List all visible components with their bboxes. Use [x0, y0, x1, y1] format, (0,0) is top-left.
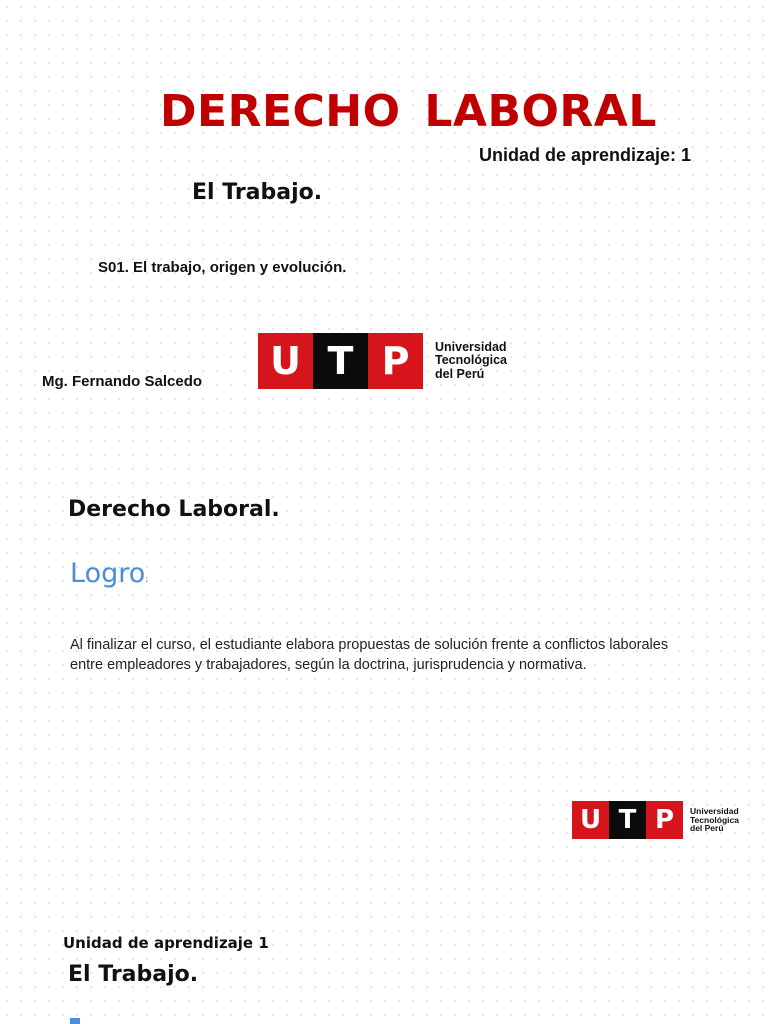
- topic-title: El Trabajo.: [192, 180, 323, 205]
- logro-colon: :: [145, 575, 149, 585]
- logo-line-1: Universidad: [435, 340, 507, 355]
- unit-label-2: Unidad de aprendizaje 1: [63, 934, 269, 952]
- logro-heading: [70, 558, 148, 589]
- logo-university-name: [435, 341, 507, 380]
- logo-line-3: del Perú: [690, 823, 724, 834]
- unit-label: Unidad de aprendizaje: 1: [479, 145, 692, 165]
- cutoff-text-fragment: [70, 1018, 80, 1024]
- logro-paragraph: Al finalizar el curso, el estudiante elabora propuestas de solución frente a conflictos laborales entre empleadores y trabajadores, según la doctrina, jurisprudencia y normativa.: [70, 637, 669, 673]
- logo-letter-t: T: [313, 333, 368, 389]
- logo-line-1: Universidad: [690, 805, 739, 816]
- utp-logo-small: [572, 801, 739, 839]
- utp-logo: [258, 333, 507, 389]
- logo-letter-t: T: [609, 801, 646, 839]
- topic-title-2: El Trabajo.: [68, 962, 199, 987]
- logo-line-2: Tecnológica: [690, 814, 739, 825]
- logo-letter-u: U: [572, 801, 609, 839]
- session-label: S01. El trabajo, origen y evolución.: [98, 259, 347, 276]
- logro-label: Logro: [70, 558, 146, 589]
- logo-line-3: del Perú: [435, 366, 485, 381]
- logo-university-name: [690, 807, 739, 834]
- logo-letter-p: P: [368, 333, 423, 389]
- teacher-name: Mg. Fernando Salcedo: [42, 373, 203, 390]
- page-title: DERECHO LABORAL: [160, 86, 657, 137]
- logo-letter-u: U: [258, 333, 313, 389]
- course-heading: Derecho Laboral.: [68, 497, 280, 522]
- logo-line-2: Tecnológica: [435, 353, 508, 368]
- logo-letter-p: P: [646, 801, 683, 839]
